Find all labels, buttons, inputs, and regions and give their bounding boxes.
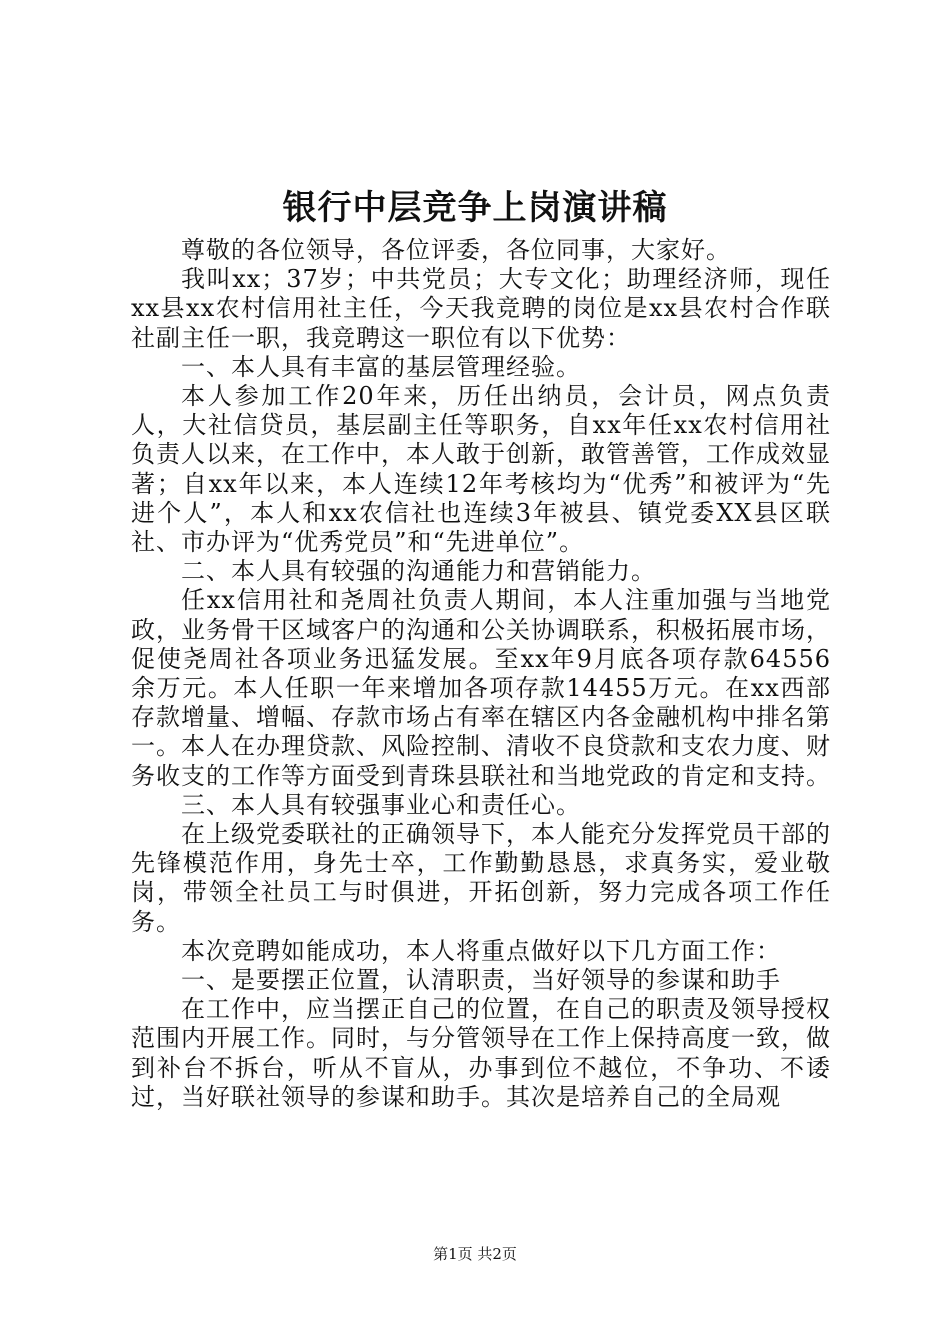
paragraph-plan-intro: 本次竞聘如能成功，本人将重点做好以下几方面工作：	[181, 936, 781, 965]
paragraph-greeting: 尊敬的各位领导，各位评委，各位同事，大家好。	[181, 236, 731, 264]
section-heading-1: 一、本人具有丰富的基层管理经验。	[181, 352, 581, 381]
page-footer: 第1页 共2页	[433, 1245, 517, 1263]
section-heading-3: 三、本人具有较强事业心和责任心。	[181, 790, 581, 819]
document-body	[131, 236, 831, 1112]
section-heading-2: 二、本人具有较强的沟通能力和营销能力。	[181, 557, 656, 586]
plan-heading-1: 一、是要摆正位置，认清职责，当好领导的参谋和助手	[181, 966, 781, 995]
paragraph-experience: 本人参加工作20年来，历任出纳员，会计员，网点负责人，大社信贷员，基层副主任等职务，自xx年任xx农村信用社负责人以来，在工作中，本人敢于创新，敢管善管，工作成效显著；自xx年以来，本人连续12年考核均为“优秀”和被评为“先进个人”，本人和xx农信社也连续3年被县、镇党委XX县区联社、市办评为“优秀党员”和“先进单位”。	[131, 382, 831, 557]
paragraph-communication: 任xx信用社和尧周社负责人期间，本人注重加强与当地党政，业务骨干区域客户的沟通和公关协调联系，积极拓展市场，促使尧周社各项业务迅猛发展。至xx年9月底各项存款64556余万元。本人任职一年来增加各项存款14455万元。在xx西部存款增量、增幅、存款市场占有率在辖区内各金融机构中排名第一。本人在办理贷款、风险控制、清收不良贷款和支农力度、财务收支的工作等方面受到青珠县联社和当地党政的肯定和支持。	[131, 586, 831, 790]
document-title: 银行中层竞争上岗演讲稿	[282, 188, 668, 228]
paragraph-introduction: 我叫xx；37岁；中共党员；大专文化；助理经济师，现任xx县xx农村信用社主任，今天我竞聘的岗位是xx县农村合作联社副主任一职，我竞聘这一职位有以下优势：	[131, 265, 831, 352]
paragraph-plan-1: 在工作中，应当摆正自己的位置，在自己的职责及领导授权范围内开展工作。同时，与分管领导在工作上保持高度一致，做到补台不拆台，听从不盲从，办事到位不越位，不争功、不诿过，当好联社领导的参谋和助手。其次是培养自己的全局观	[131, 995, 831, 1111]
paragraph-responsibility: 在上级党委联社的正确领导下，本人能充分发挥党员干部的先锋模范作用，身先士卒，工作勤勤恳恳，求真务实，爱业敬岗，带领全社员工与时俱进，开拓创新，努力完成各项工作任务。	[131, 820, 831, 936]
